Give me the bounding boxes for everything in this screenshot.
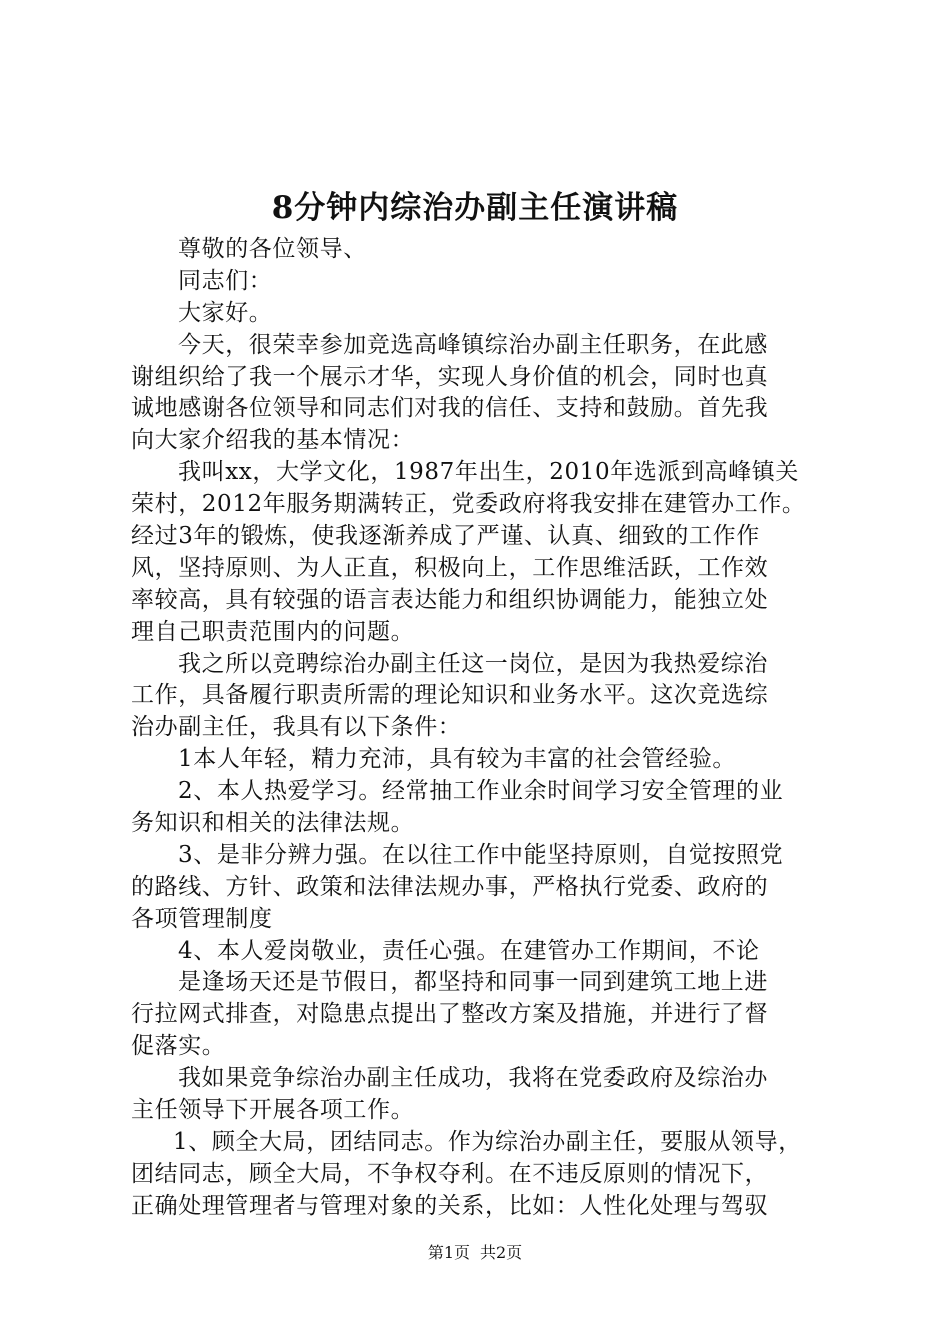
paragraph-line: 风，坚持原则、为人正直，积极向上，工作思维活跃，工作效 xyxy=(131,554,769,581)
salutation-line: 尊敬的各位领导、 xyxy=(178,236,367,262)
paragraph-line: 工作，具备履行职责所需的理论知识和业务水平。这次竞选综 xyxy=(131,682,769,709)
paragraph-line: 我之所以竞聘综治办副主任这一岗位，是因为我热爱综治 xyxy=(178,650,768,677)
list-item-line: 是逢场天还是节假日，都坚持和同事一同到建筑工地上进 xyxy=(178,969,768,996)
salutation-line: 同志们： xyxy=(178,267,273,294)
list-item-line: 4、本人爱岗敬业，责任心强。在建管办工作期间，不论 xyxy=(178,937,760,964)
page-number: 第1页 xyxy=(427,1243,470,1262)
list-item-line: 促落实。 xyxy=(131,1033,226,1060)
paragraph-line: 谢组织给了我一个展示才华，实现人身价值的机会，同时也真 xyxy=(131,363,769,390)
document-title: 8分钟内综治办副主任演讲稿 xyxy=(271,190,679,226)
paragraph-line: 荣村，2012年服务期满转正，党委政府将我安排在建管办工作。 xyxy=(131,491,806,518)
document-body xyxy=(131,234,831,1223)
paragraph-line: 今天，很荣幸参加竞选高峰镇综治办副主任职务，在此感 xyxy=(178,331,768,358)
list-item-line: 行拉网式排查，对隐患点提出了整改方案及措施，并进行了督 xyxy=(131,1001,769,1028)
paragraph-line: 经过3年的锻炼，使我逐渐养成了严谨、认真、细致的工作作 xyxy=(131,523,760,550)
paragraph-line: 我叫xx，大学文化，1987年出生，2010年选派到高峰镇关 xyxy=(178,459,800,486)
paragraph-line: 向大家介绍我的基本情况： xyxy=(131,427,415,454)
paragraph-line: 主任领导下开展各项工作。 xyxy=(131,1097,415,1124)
list-item-line: 2、本人热爱学习。经常抽工作业余时间学习安全管理的业 xyxy=(178,778,784,805)
paragraph-line: 我如果竞争综治办副主任成功，我将在党委政府及综治办 xyxy=(178,1065,768,1092)
paragraph-line: 理自己职责范围内的问题。 xyxy=(131,618,415,645)
page-footer xyxy=(0,1241,950,1265)
list-item-line: 3、是非分辨力强。在以往工作中能坚持原则，自觉按照党 xyxy=(178,841,784,868)
greeting-line: 大家好。 xyxy=(178,299,273,326)
paragraph-line: 率较高，具有较强的语言表达能力和组织协调能力，能独立处 xyxy=(131,586,769,613)
page-total: 共2页 xyxy=(480,1243,523,1262)
paragraph-line: 诚地感谢各位领导和同志们对我的信任、支持和鼓励。首先我 xyxy=(131,395,769,422)
paragraph-line: 治办副主任，我具有以下条件： xyxy=(131,714,462,741)
list-item-line: 各项管理制度 xyxy=(131,905,273,932)
list-item-line: 正确处理管理者与管理对象的关系，比如：人性化处理与驾驭 xyxy=(131,1192,769,1219)
list-item-line: 1、顾全大局，团结同志。作为综治办副主任，要服从领导， xyxy=(173,1128,802,1155)
list-item-line: 的路线、方针、政策和法律法规办事，严格执行党委、政府的 xyxy=(131,873,769,900)
list-item-line: 1本人年轻，精力充沛，具有较为丰富的社会管经验。 xyxy=(178,746,737,773)
list-item-line: 团结同志，顾全大局，不争权夺利。在不违反原则的情况下， xyxy=(131,1160,769,1187)
list-item-line: 务知识和相关的法律法规。 xyxy=(131,810,415,837)
